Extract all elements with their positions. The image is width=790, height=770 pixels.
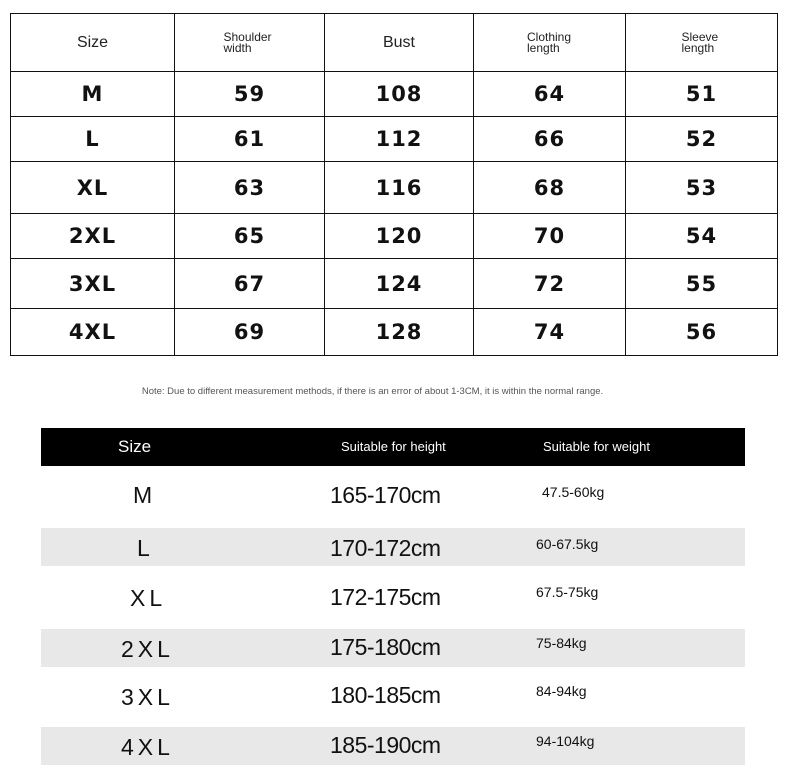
size-cell: 4XL	[11, 309, 175, 356]
measurement-header-row	[11, 14, 778, 72]
fit-size: L	[137, 535, 154, 561]
measurement-row	[11, 117, 778, 162]
length-cell: 64	[474, 72, 626, 117]
sleeve-cell: 55	[626, 259, 778, 309]
fit-header-row	[41, 428, 745, 466]
header-sleeve-length: Sleeve length	[626, 14, 778, 72]
fit-size: 2XL	[121, 636, 174, 662]
fit-weight: 84-94kg	[536, 683, 587, 699]
measurement-table	[10, 13, 778, 356]
measurement-row	[11, 72, 778, 117]
bust-cell: 124	[325, 259, 474, 309]
shoulder-cell: 61	[175, 117, 325, 162]
fit-row	[41, 667, 745, 727]
sleeve-cell: 54	[626, 214, 778, 259]
header-size: Size	[11, 14, 175, 72]
fit-height: 172-175cm	[330, 584, 441, 610]
shoulder-cell: 69	[175, 309, 325, 356]
shoulder-cell: 59	[175, 72, 325, 117]
length-cell: 72	[474, 259, 626, 309]
size-cell: 2XL	[11, 214, 175, 259]
fit-weight: 75-84kg	[536, 635, 587, 651]
fit-row	[41, 466, 745, 528]
bust-cell: 112	[325, 117, 474, 162]
size-cell: L	[11, 117, 175, 162]
length-cell: 70	[474, 214, 626, 259]
sleeve-cell: 52	[626, 117, 778, 162]
fit-height: 170-172cm	[330, 535, 441, 561]
measurement-row	[11, 309, 778, 356]
sleeve-cell: 51	[626, 72, 778, 117]
size-cell: XL	[11, 162, 175, 214]
length-cell: 68	[474, 162, 626, 214]
sleeve-cell: 56	[626, 309, 778, 356]
fit-header-weight: Suitable for weight	[543, 439, 650, 454]
measurement-note: Note: Due to different measurement methods, if there is an error of about 1-3CM, it is within the normal range.	[141, 386, 604, 397]
fit-header-size: Size	[118, 437, 152, 456]
measurement-row	[11, 162, 778, 214]
size-cell: M	[11, 72, 175, 117]
fit-height: 185-190cm	[330, 732, 441, 758]
fit-weight: 67.5-75kg	[536, 584, 599, 600]
fit-weight: 94-104kg	[536, 733, 595, 749]
fit-size: 4XL	[121, 734, 174, 760]
bust-cell: 120	[325, 214, 474, 259]
bust-cell: 128	[325, 309, 474, 356]
fit-header-height: Suitable for height	[341, 439, 446, 454]
fit-row	[41, 528, 745, 566]
fit-weight: 47.5-60kg	[542, 484, 605, 500]
fit-size: XL	[130, 585, 167, 611]
fit-height: 180-185cm	[330, 682, 441, 708]
fit-size: 3XL	[121, 684, 174, 710]
fit-height: 165-170cm	[330, 482, 441, 508]
measurement-row	[11, 259, 778, 309]
header-bust: Bust	[325, 14, 474, 72]
fit-table	[41, 428, 745, 765]
length-cell: 74	[474, 309, 626, 356]
fit-row	[41, 727, 745, 765]
fit-weight: 60-67.5kg	[536, 536, 599, 552]
sleeve-cell: 53	[626, 162, 778, 214]
fit-row	[41, 566, 745, 629]
bust-cell: 108	[325, 72, 474, 117]
length-cell: 66	[474, 117, 626, 162]
shoulder-cell: 67	[175, 259, 325, 309]
header-clothing-length: Clothing length	[474, 14, 626, 72]
measurement-row	[11, 214, 778, 259]
header-shoulder-width: Shoulder width	[175, 14, 325, 72]
shoulder-cell: 63	[175, 162, 325, 214]
shoulder-cell: 65	[175, 214, 325, 259]
fit-height: 175-180cm	[330, 634, 441, 660]
size-cell: 3XL	[11, 259, 175, 309]
fit-row	[41, 629, 745, 667]
bust-cell: 116	[325, 162, 474, 214]
fit-size: M	[133, 482, 157, 508]
